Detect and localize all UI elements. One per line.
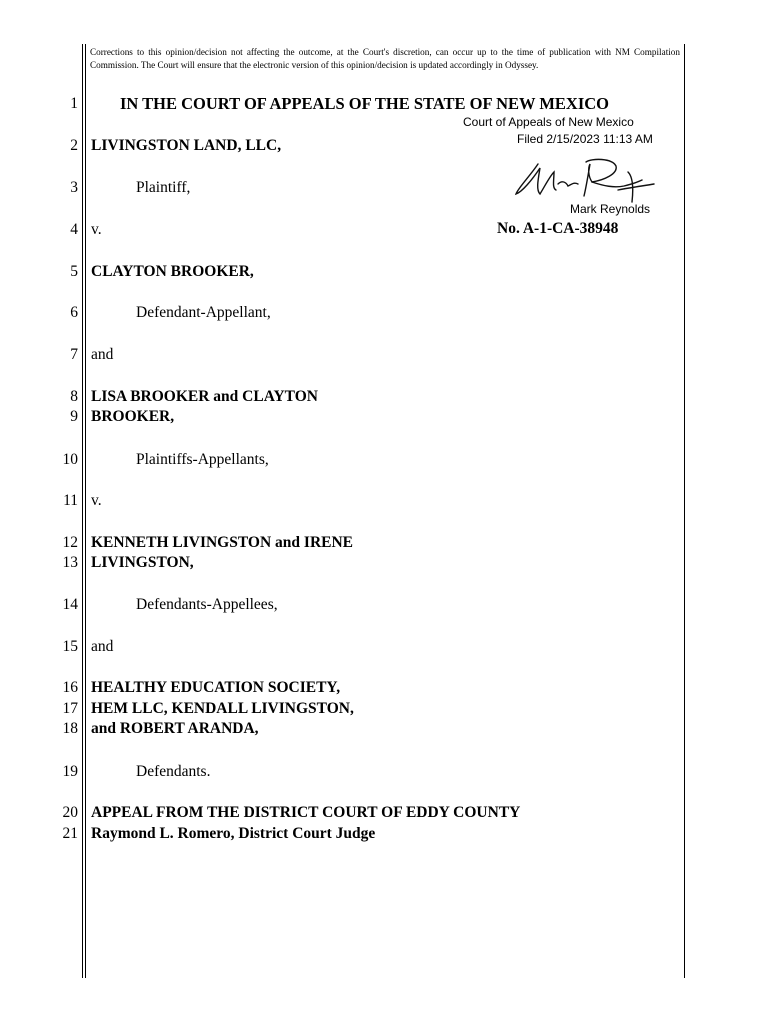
party-role: Plaintiffs-Appellants, xyxy=(136,451,269,468)
party-name: LIVINGSTON, xyxy=(91,554,194,571)
line-number: 19 xyxy=(62,763,78,780)
line-number: 2 xyxy=(70,137,78,154)
party-role: Defendants. xyxy=(136,763,211,780)
corrections-notice: Corrections to this opinion/decision not affecting the outcome, at the Court's discretion, can occur up to the time of publication with NM Compilation Commission. The Court will ensure that the electronic version of this opinion/decision is updated accordingly in Odyssey. xyxy=(90,47,680,70)
line-number: 20 xyxy=(62,804,78,821)
line-number: 7 xyxy=(70,346,78,363)
right-margin-rule xyxy=(684,44,685,978)
left-margin-rule-inner xyxy=(85,44,86,978)
party-name: BROOKER, xyxy=(91,408,175,425)
line-number: 1 xyxy=(70,95,78,112)
line-number: 17 xyxy=(62,700,78,717)
line-number: 4 xyxy=(70,221,78,238)
line-number: 21 xyxy=(62,825,78,842)
left-margin-rule xyxy=(82,44,83,978)
versus: v. xyxy=(91,492,102,509)
party-name: KENNETH LIVINGSTON and IRENE xyxy=(91,534,354,551)
stamp-filed-date: Filed 2/15/2023 11:13 AM xyxy=(517,132,653,146)
party-name: HEM LLC, KENDALL LIVINGSTON, xyxy=(91,700,354,717)
line-number: 12 xyxy=(62,534,78,551)
appeal-heading: APPEAL FROM THE DISTRICT COURT OF EDDY COUNTY xyxy=(91,804,521,821)
docket-number: No. A-1-CA-38948 xyxy=(497,220,619,237)
party-role: Defendants-Appellees, xyxy=(136,596,278,613)
party-name: LISA BROOKER and CLAYTON xyxy=(91,388,318,405)
line-number: 13 xyxy=(62,554,78,571)
conjunction: and xyxy=(91,638,114,655)
party-role: Defendant-Appellant, xyxy=(136,304,271,321)
line-number: 11 xyxy=(63,492,78,509)
line-number: 15 xyxy=(62,638,78,655)
line-number: 3 xyxy=(70,179,78,196)
stamp-signer: Mark Reynolds xyxy=(570,202,651,216)
line-number: 18 xyxy=(62,720,78,737)
judge-line: Raymond L. Romero, District Court Judge xyxy=(91,825,376,842)
line-number: 6 xyxy=(70,304,78,321)
line-number: 14 xyxy=(62,596,78,613)
line-number: 9 xyxy=(70,408,78,425)
line-number: 5 xyxy=(70,263,78,280)
conjunction: and xyxy=(91,346,114,363)
court-title: IN THE COURT OF APPEALS OF THE STATE OF NEW MEXICO xyxy=(120,94,610,113)
line-number: 8 xyxy=(70,388,78,405)
stamp-court: Court of Appeals of New Mexico xyxy=(463,115,634,129)
line-number: 16 xyxy=(62,679,78,696)
versus: v. xyxy=(91,221,102,238)
party-name: CLAYTON BROOKER, xyxy=(91,263,254,280)
party-name: LIVINGSTON LAND, LLC, xyxy=(91,137,282,154)
party-name: and ROBERT ARANDA, xyxy=(91,720,259,737)
party-name: HEALTHY EDUCATION SOCIETY, xyxy=(91,679,341,696)
line-number: 10 xyxy=(62,451,78,468)
party-role: Plaintiff, xyxy=(136,179,191,196)
signature-image xyxy=(508,154,662,208)
